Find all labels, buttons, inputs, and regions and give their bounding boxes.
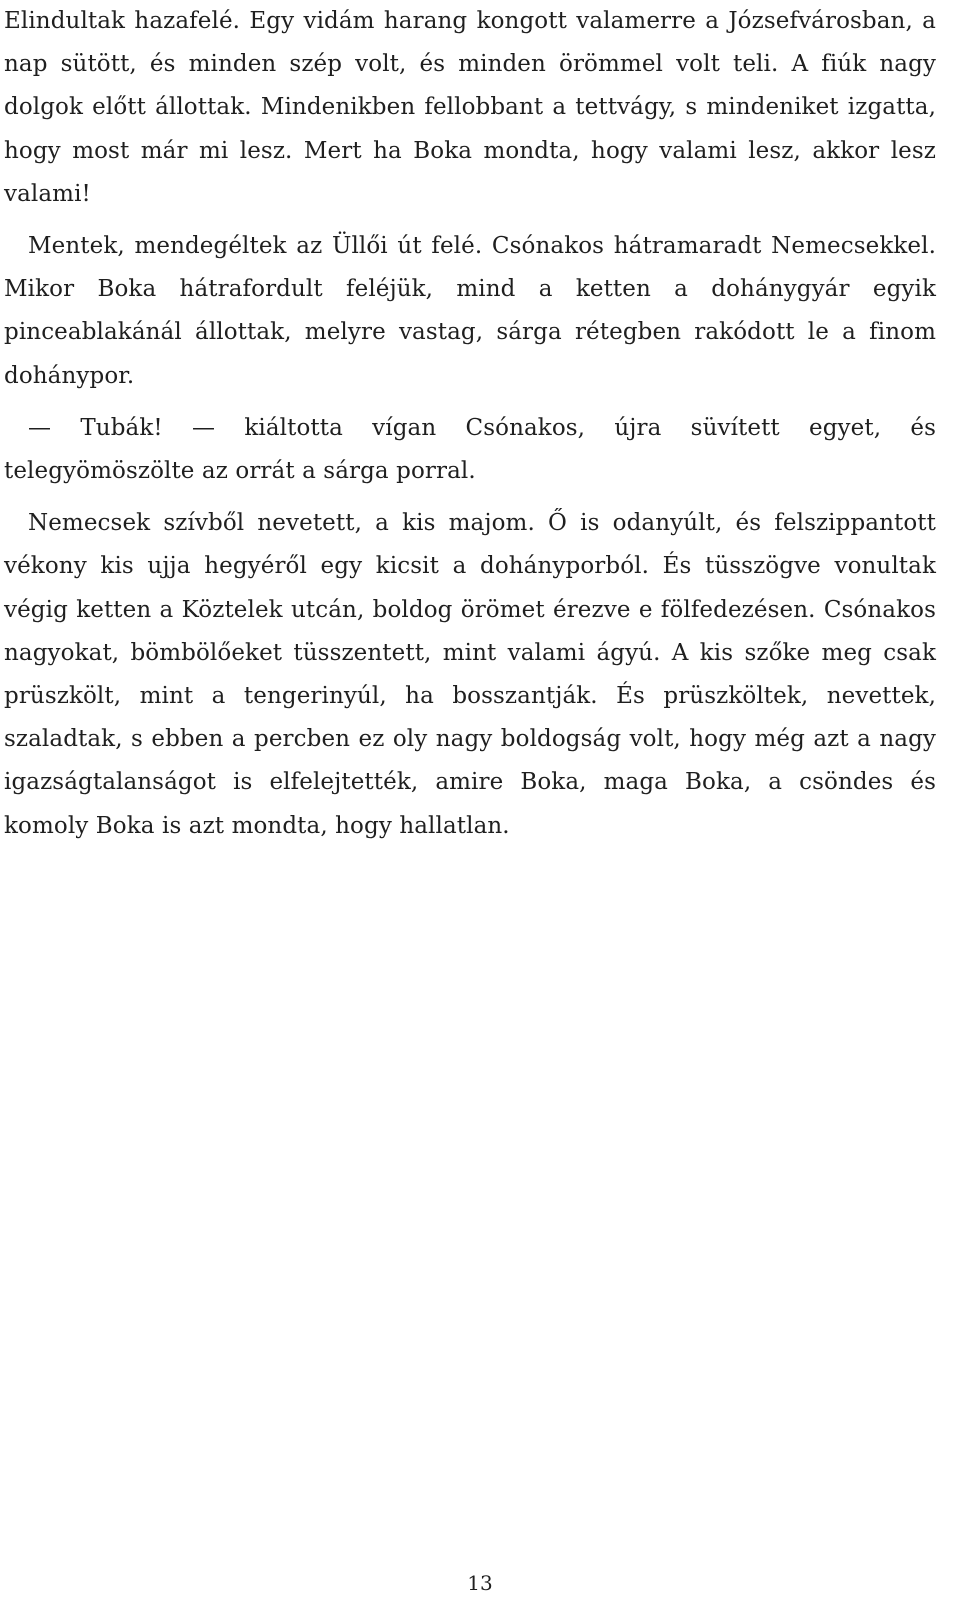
- paragraph-3-dialogue: — Tubák! — kiáltotta vígan Csónakos, újra süvített egyet, és telegyömöszölte az orrát a sárga porral.: [4, 414, 936, 485]
- body-text: [4, 0, 936, 848]
- paragraph-1: Elindultak hazafelé. Egy vidám harang kongott valamerre a Józsefvárosban, a nap sütött, és minden szép volt, és minden örömmel volt teli. A fiúk nagy dolgok előtt állottak. Mindenikben fellobbant a tettvágy, s mindeniket izgatta, hogy most már mi lesz. Mert ha Boka mondta, hogy valami lesz, akkor lesz valami!: [4, 8, 936, 207]
- paragraph-2: Mentek, mendegéltek az Üllői út felé. Csónakos hátramaradt Nemecsekkel. Mikor Boka hátrafordult feléjük, mind a ketten a dohánygyár egyik pinceablakánál állottak, melyre vastag, sárga rétegben rakódott le a finom dohánypor.: [4, 233, 936, 389]
- paragraph-4: Nemecsek szívből nevetett, a kis majom. Ő is odanyúlt, és felszippantott vékony kis ujja hegyéről egy kicsit a dohányporból. És tüsszögve vonultak végig ketten a Köztelek utcán, boldog örömet érezve e fölfedezésen. Csónakos nagyokat, bömbölőeket tüsszentett, mint valami ágyú. A kis szőke meg csak prüszkölt, mint a tengerinyúl, ha bosszantják. És prüszköltek, nevettek, szaladtak, s ebben a percben ez oly nagy boldogság volt, hogy még azt a nagy igazságtalanságot is elfelejtették, amire Boka, maga Boka, a csöndes és komoly Boka is azt mondta, hogy hallatlan.: [4, 510, 936, 839]
- page-number: 13: [467, 1571, 493, 1595]
